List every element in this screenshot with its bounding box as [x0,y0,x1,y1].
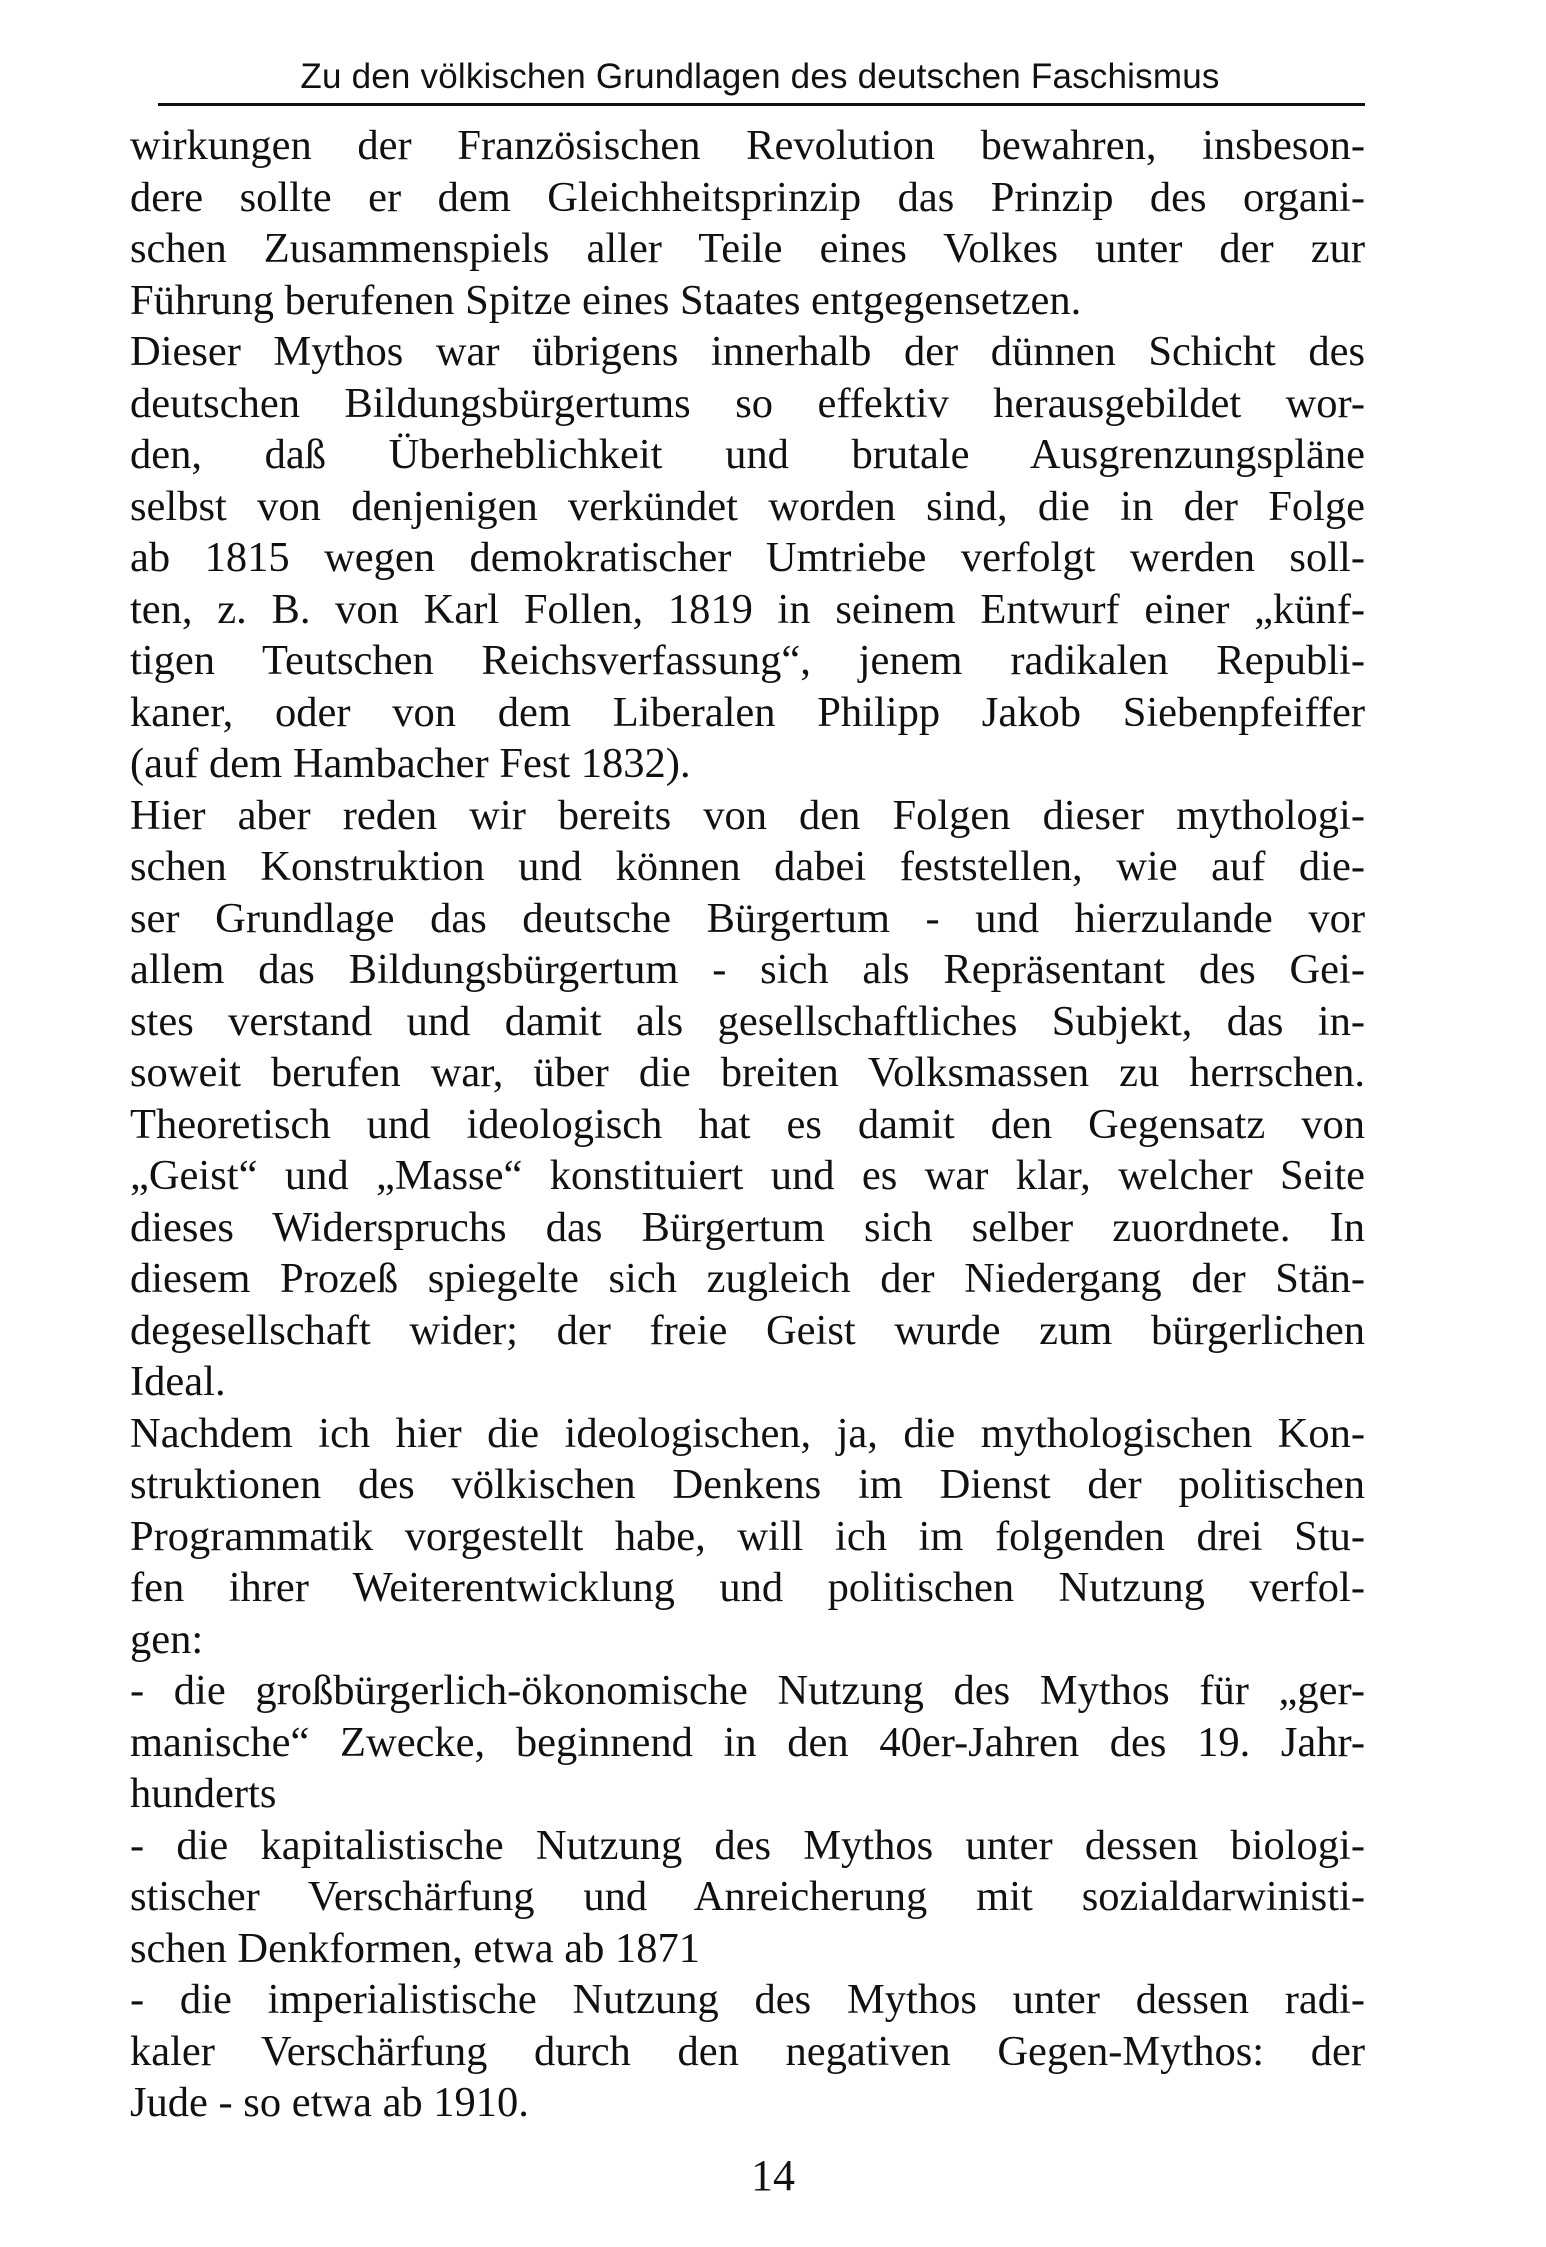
text-line: kaler Verschärfung durch den negativen Gegen-Mythos: der [130,2027,1365,2075]
text-line: Ideal. [130,1358,226,1405]
text-line: den, daß Überheblichkeit und brutale Ausgrenzungspläne [130,431,1365,478]
text-line: schen Konstruktion und können dabei feststellen, wie auf die- [130,843,1365,890]
text-line: Dieser Mythos war übrigens innerhalb der dünnen Schicht des [130,328,1365,375]
text-line: kaner, oder von dem Liberalen Philipp Jakob Siebenpfeiffer [130,688,1365,736]
text-line: dere sollte er dem Gleichheitsprinzip das Prinzip des organi- [130,173,1365,221]
text-line: - die großbürgerlich-ökonomische Nutzung des Mythos für „ger- [130,1667,1365,1714]
text-line: schen Denkformen, etwa ab 1871 [130,1924,701,1972]
text-line: „Geist“ und „Masse“ konstituiert und es war klar, welcher Seite [130,1152,1365,1199]
text-line: Nachdem ich hier die ideologischen, ja, die mythologischen Kon- [130,1409,1365,1457]
running-header: Zu den völkischen Grundlagen des deutschen Faschismus [300,57,1220,96]
text-line: stischer Verschärfung und Anreicherung mit sozialdarwinisti- [130,1873,1365,1920]
text-line: Theoretisch und ideologisch hat es damit den Gegensatz von [130,1100,1365,1148]
page-number: 14 [751,2151,795,2200]
text-line: manische“ Zwecke, beginnend in den 40er-Jahren des 19. Jahr- [130,1718,1365,1766]
text-line: deutschen Bildungsbürgertums so effektiv herausgebildet wor- [130,379,1365,427]
text-line: Hier aber reden wir bereits von den Folgen dieser mythologi- [130,791,1365,839]
header-rule [158,103,1365,106]
text-line: soweit berufen war, über die breiten Volksmassen zu herrschen. [130,1049,1365,1096]
text-line: wirkungen der Französischen Revolution bewahren, insbeson- [130,122,1365,169]
text-line: allem das Bildungsbürgertum - sich als Repräsentant des Gei- [130,946,1365,993]
text-line: hunderts [130,1770,277,1817]
text-line: Programmatik vorgestellt habe, will ich im folgenden drei Stu- [130,1512,1365,1560]
text-line: diesem Prozeß spiegelte sich zugleich der Niedergang der Stän- [130,1255,1365,1302]
body-text [130,120,1365,2129]
text-line: dieses Widerspruchs das Bürgertum sich selber zuordnete. In [130,1203,1365,1251]
text-line: degesellschaft wider; der freie Geist wurde zum bürgerlichen [130,1306,1365,1354]
text-line: Jude - so etwa ab 1910. [130,2079,529,2126]
text-line: fen ihrer Weiterentwicklung und politischen Nutzung verfol- [130,1564,1365,1611]
text-line: - die imperialistische Nutzung des Mythos unter dessen radi- [130,1976,1365,2023]
text-line: schen Zusammenspiels aller Teile eines Volkes unter der zur [130,225,1365,272]
text-line: (auf dem Hambacher Fest 1832). [130,740,691,787]
text-line: - die kapitalistische Nutzung des Mythos unter dessen biologi- [130,1821,1365,1869]
text-line: ser Grundlage das deutsche Bürgertum - und hierzulande vor [130,894,1365,942]
text-line: gen: [130,1615,204,1663]
text-line: struktionen des völkischen Denkens im Dienst der politischen [130,1461,1365,1508]
text-line: tigen Teutschen Reichsverfassung“, jenem radikalen Republi- [130,637,1365,684]
text-line: ten, z. B. von Karl Follen, 1819 in seinem Entwurf einer „künf- [130,585,1365,633]
text-line: selbst von denjenigen verkündet worden sind, die in der Folge [130,482,1365,530]
text-line: stes verstand und damit als gesellschaftliches Subjekt, das in- [130,997,1365,1045]
text-line: ab 1815 wegen demokratischer Umtriebe verfolgt werden soll- [130,534,1365,581]
text-line: Führung berufenen Spitze eines Staates entgegensetzen. [130,276,1082,324]
